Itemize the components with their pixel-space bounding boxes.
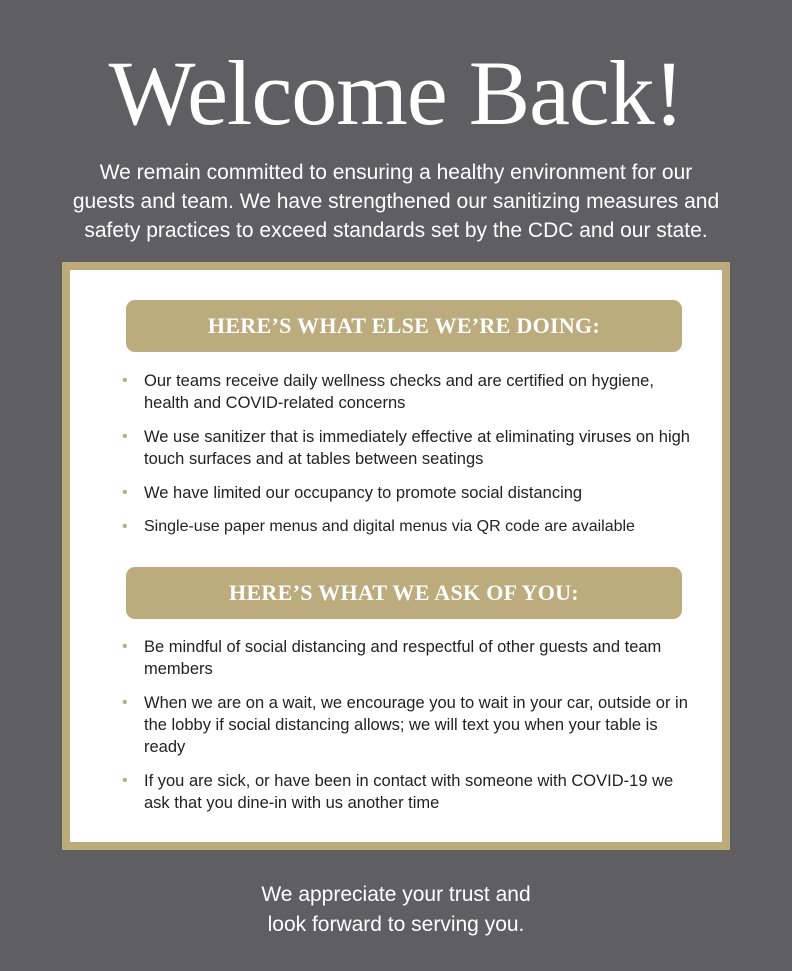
bullet-icon: •	[122, 372, 128, 389]
list-item-text: Be mindful of social distancing and respectful of other guests and team members	[144, 638, 662, 678]
list-item	[122, 636, 702, 680]
section-heading-ask: HERE’S WHAT WE ASK OF YOU:	[126, 567, 682, 619]
bullet-icon: •	[122, 484, 128, 501]
bullet-icon: •	[122, 772, 128, 789]
list-item-text: Single-use paper menus and digital menus via QR code are available	[144, 518, 635, 535]
bullet-icon: •	[122, 428, 128, 445]
list-item	[122, 692, 702, 758]
closing-line: We appreciate your trust and	[261, 883, 531, 906]
list-item-text: We have limited our occupancy to promote social distancing	[144, 484, 583, 502]
list-item	[122, 770, 702, 814]
list-item-text: We use sanitizer that is immediately effective at eliminating viruses on high touch surfaces and at tables between seatings	[144, 428, 690, 468]
list-item	[122, 426, 702, 470]
intro-line: We remain committed to ensuring a healthy environment for our	[99, 161, 693, 184]
bullet-icon: •	[122, 518, 128, 535]
page-title: Welcome Back!	[108, 42, 684, 144]
list-item-text: If you are sick, or have been in contact with someone with COVID-19 we ask that you dine-in with us another time	[144, 772, 674, 812]
ask-list	[122, 636, 702, 826]
list-item	[122, 370, 702, 414]
intro-text	[40, 158, 752, 245]
bullet-icon: •	[122, 694, 128, 711]
intro-line: safety practices to exceed standards set by the CDC and our state.	[84, 219, 708, 242]
info-panel	[70, 270, 722, 842]
closing-text	[0, 880, 792, 940]
doing-list	[122, 370, 702, 550]
intro-line: guests and team. We have strengthened our sanitizing measures and	[72, 190, 720, 213]
list-item-text: Our teams receive daily wellness checks and are certified on hygiene, health and COVID-related concerns	[144, 372, 654, 412]
list-item	[122, 482, 702, 504]
list-item-text: When we are on a wait, we encourage you to wait in your car, outside or in the lobby if social distancing allows; we will text you when your table is ready	[144, 694, 688, 756]
section-heading-doing: HERE’S WHAT ELSE WE’RE DOING:	[126, 300, 682, 352]
closing-line: look forward to serving you.	[267, 913, 525, 936]
bullet-icon: •	[122, 638, 128, 655]
list-item	[122, 516, 702, 538]
info-frame	[62, 262, 730, 850]
